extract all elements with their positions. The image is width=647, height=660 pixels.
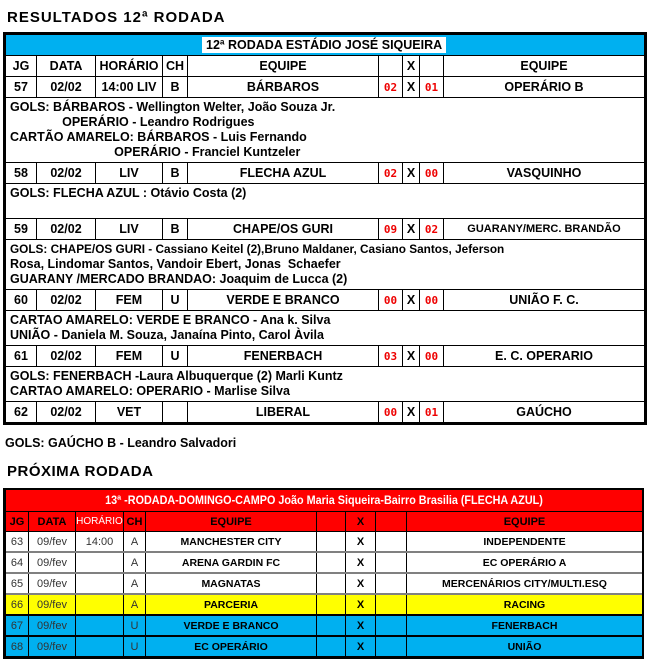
game-number: 57 [6, 77, 37, 97]
game-note-line: OPERÁRIO - Leandro Rodrigues [10, 115, 255, 129]
home-team: FENERBACH [188, 346, 379, 366]
next-home-team: PARCERIA [146, 595, 317, 614]
away-team: GAÚCHO [516, 405, 572, 419]
game-note-line: GOLS: FLECHA AZUL : Otávio Costa (2) [10, 186, 247, 200]
game-category: B [163, 77, 188, 97]
game-note-line: GOLS: CHAPE/OS GURI - Cassiano Keitel (2),Bruno Maldaner, Casiano Santos, Jeferson [10, 242, 505, 256]
game-time: VET [96, 402, 163, 422]
results-table [3, 32, 647, 425]
game-number: 61 [6, 346, 37, 366]
game-category: B [163, 219, 188, 239]
next-home-team: MAGNATAS [146, 574, 317, 593]
game-time: FEM [96, 290, 163, 310]
result-row [6, 163, 644, 184]
versus-x: X [403, 346, 420, 366]
next-game-number: 67 [6, 616, 29, 635]
game-note-line: CARTAO AMARELO: OPERARIO - Marlise Silva [10, 384, 290, 398]
game-date: 02/02 [37, 163, 96, 183]
next-game-category: A [124, 574, 146, 593]
next-game-category: A [124, 553, 146, 572]
next-game-row [6, 637, 642, 656]
next-home-score [317, 532, 346, 551]
next-versus-x: X [346, 595, 376, 614]
game-date: 02/02 [37, 219, 96, 239]
versus-x: X [403, 163, 420, 183]
next-game-number: 66 [6, 595, 29, 614]
result-row [6, 77, 644, 98]
next-away-score [376, 595, 407, 614]
home-team: BÁRBAROS [188, 77, 379, 97]
next-away-team: INDEPENDENTE [483, 535, 566, 548]
header-equipe-away: EQUIPE [520, 59, 568, 73]
away-score: 00 [420, 290, 444, 310]
next-home-score [317, 553, 346, 572]
next-versus-x: X [346, 574, 376, 593]
game-note-line: GUARANY /MERCADO BRANDAO: Joaquim de Lucca (2) [10, 272, 348, 286]
next-home-team: ARENA GARDIN FC [146, 553, 317, 572]
next-away-team: MERCENÁRIOS CITY/MULTI.ESQ [442, 577, 607, 590]
next-header-spacer-2 [376, 512, 407, 531]
next-away-score [376, 553, 407, 572]
header-horario: HORÁRIO [96, 56, 163, 76]
header-score-home [379, 56, 403, 76]
home-score: 02 [379, 77, 403, 97]
results-banner [6, 35, 644, 56]
header-x: X [403, 56, 420, 76]
game-note-line: GOLS: FENERBACH -Laura Albuquerque (2) Marli Kuntz [10, 369, 343, 383]
versus-x: X [403, 290, 420, 310]
next-away-team: RACING [503, 598, 546, 611]
game-date: 02/02 [37, 402, 96, 422]
result-row [6, 346, 644, 367]
game-time: LIV [96, 219, 163, 239]
header-equipe-home: EQUIPE [188, 56, 379, 76]
away-score: 01 [420, 77, 444, 97]
next-header-spacer-1 [317, 512, 346, 531]
home-team: VERDE E BRANCO [188, 290, 379, 310]
next-game-row [6, 574, 642, 595]
next-versus-x: X [346, 637, 376, 656]
next-home-score [317, 637, 346, 656]
next-away-score [376, 637, 407, 656]
next-game-date: 09/fev [29, 574, 76, 593]
next-game-date: 09/fev [29, 616, 76, 635]
next-away-team: FENERBACH [491, 619, 558, 632]
next-game-time [76, 574, 124, 593]
away-team: E. C. OPERARIO [495, 349, 593, 363]
next-game-category: A [124, 595, 146, 614]
away-team: GUARANY/MERC. BRANDÃO [467, 223, 621, 235]
next-round-banner [6, 490, 642, 512]
next-game-row [6, 595, 642, 616]
next-home-team: EC OPERÁRIO [146, 637, 317, 656]
home-team: CHAPE/OS GURI [188, 219, 379, 239]
next-game-time [76, 553, 124, 572]
next-away-score [376, 616, 407, 635]
game-time: FEM [96, 346, 163, 366]
next-game-time: 14:00 [76, 532, 124, 551]
next-game-category: U [124, 616, 146, 635]
next-header-equipe-away: EQUIPE [503, 515, 546, 528]
next-versus-x: X [346, 553, 376, 572]
next-game-category: A [124, 532, 146, 551]
versus-x: X [403, 77, 420, 97]
away-score: 00 [420, 163, 444, 183]
next-home-team: VERDE E BRANCO [146, 616, 317, 635]
next-header-ch: CH [124, 512, 146, 531]
results-title: RESULTADOS 12ª RODADA [7, 9, 226, 26]
game-notes [6, 184, 644, 219]
next-round-body [6, 532, 642, 656]
result-row [6, 219, 644, 240]
game-note-line: UNIÃO - Daniela M. Souza, Janaína Pinto, Carol Àvila [10, 328, 324, 342]
results-banner-text: 12ª RODADA ESTÁDIO JOSÉ SIQUEIRA [202, 37, 446, 53]
game-time: LIV [96, 163, 163, 183]
header-data: DATA [37, 56, 96, 76]
next-header-jg: JG [6, 512, 29, 531]
result-row [6, 402, 644, 422]
game-notes [6, 311, 644, 346]
next-home-team: MANCHESTER CITY [146, 532, 317, 551]
game-note-line: CARTÃO AMARELO: BÁRBAROS - Luis Fernando [10, 130, 307, 144]
next-away-score [376, 532, 407, 551]
game-note-line: GOLS: BÁRBAROS - Wellington Welter, João Souza Jr. [10, 100, 336, 114]
next-header-horario: HORÁRIO [76, 512, 124, 531]
next-game-number: 63 [6, 532, 29, 551]
game-notes [6, 240, 644, 290]
results-header-row [6, 56, 644, 77]
next-game-number: 64 [6, 553, 29, 572]
next-versus-x: X [346, 616, 376, 635]
header-score-away [420, 56, 444, 76]
game-note-line: CARTAO AMARELO: VERDE E BRANCO - Ana k. Silva [10, 313, 331, 327]
game-notes [6, 98, 644, 163]
next-game-date: 09/fev [29, 637, 76, 656]
away-team: UNIÃO F. C. [509, 293, 579, 307]
game-time: 14:00 LIV [96, 77, 163, 97]
game-number: 58 [6, 163, 37, 183]
header-ch: CH [163, 56, 188, 76]
away-score: 01 [420, 402, 444, 422]
home-team: FLECHA AZUL [188, 163, 379, 183]
next-away-score [376, 574, 407, 593]
next-game-date: 09/fev [29, 532, 76, 551]
next-round-banner-text: 13ª -RODADA-DOMINGO-CAMPO João Maria Siqueira-Bairro Brasilia (FLECHA AZUL) [38, 490, 610, 511]
next-home-score [317, 574, 346, 593]
versus-x: X [403, 219, 420, 239]
next-header-data: DATA [29, 512, 76, 531]
game-note-line: OPERÁRIO - Franciel Kuntzeler [10, 145, 301, 159]
next-game-time [76, 595, 124, 614]
game-date: 02/02 [37, 290, 96, 310]
next-home-score [317, 595, 346, 614]
game-category: U [163, 290, 188, 310]
game-note-line: Rosa, Lindomar Santos, Vandoir Ebert, Jonas Schaefer [10, 257, 341, 271]
next-home-score [317, 616, 346, 635]
game-category: B [163, 163, 188, 183]
versus-x: X [403, 402, 420, 422]
next-game-number: 65 [6, 574, 29, 593]
game-category: U [163, 346, 188, 366]
next-game-row [6, 553, 642, 574]
game-number: 62 [6, 402, 37, 422]
next-game-time [76, 616, 124, 635]
next-game-row [6, 616, 642, 637]
next-round-title: PRÓXIMA RODADA [7, 463, 154, 480]
away-score: 02 [420, 219, 444, 239]
next-game-row [6, 532, 642, 553]
away-score: 00 [420, 346, 444, 366]
next-game-date: 09/fev [29, 553, 76, 572]
header-jg: JG [6, 56, 37, 76]
game-date: 02/02 [37, 77, 96, 97]
next-game-time [76, 637, 124, 656]
next-header-x: X [346, 512, 376, 531]
game-number: 60 [6, 290, 37, 310]
home-score: 00 [379, 290, 403, 310]
next-game-number: 68 [6, 637, 29, 656]
result-row [6, 290, 644, 311]
next-game-category: U [124, 637, 146, 656]
next-round-table [3, 488, 644, 659]
results-footer-note: GOLS: GAÚCHO B - Leandro Salvadori [5, 436, 237, 450]
next-game-date: 09/fev [29, 595, 76, 614]
results-body [6, 77, 644, 422]
home-score: 00 [379, 402, 403, 422]
game-date: 02/02 [37, 346, 96, 366]
home-team: LIBERAL [188, 402, 379, 422]
game-category [163, 402, 188, 422]
next-header-row [6, 512, 642, 532]
away-team: OPERÁRIO B [504, 80, 584, 94]
home-score: 02 [379, 163, 403, 183]
next-away-team: EC OPERÁRIO A [482, 556, 567, 569]
next-versus-x: X [346, 532, 376, 551]
home-score: 03 [379, 346, 403, 366]
away-team: VASQUINHO [506, 166, 582, 180]
next-away-team: UNIÃO [507, 640, 542, 653]
game-number: 59 [6, 219, 37, 239]
home-score: 09 [379, 219, 403, 239]
game-notes [6, 367, 644, 402]
next-header-equipe-home: EQUIPE [146, 512, 317, 531]
